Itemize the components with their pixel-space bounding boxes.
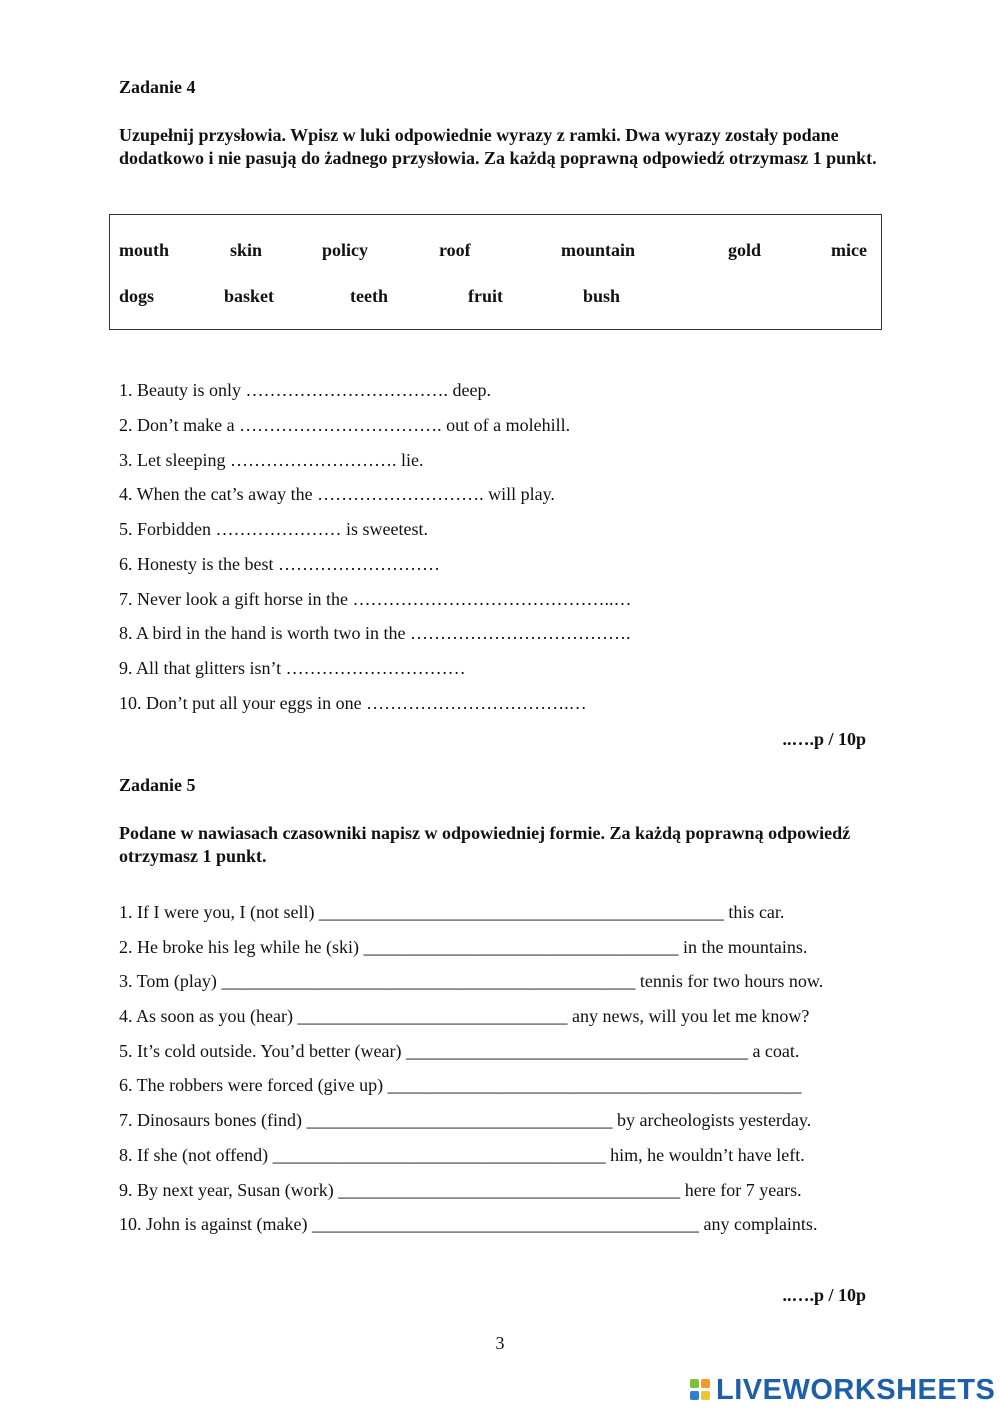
word-bank — [109, 214, 882, 330]
task5-score: ..….p / 10p — [782, 1285, 866, 1305]
task4-score: ..….p / 10p — [782, 729, 866, 749]
task5-item[interactable]: 1. If I were you, I (not sell) _____________________________________________ this car. — [119, 902, 785, 922]
word-mice: mice — [831, 240, 867, 260]
task5-item[interactable]: 10. John is against (make) ___________________________________________ any complaints. — [119, 1214, 818, 1234]
task5-item[interactable]: 8. If she (not offend) _____________________________________ him, he wouldn’t have left. — [119, 1145, 805, 1165]
word-teeth: teeth — [350, 286, 388, 306]
word-gold: gold — [728, 240, 762, 260]
task4-item[interactable]: 3. Let sleeping ………………………. lie. — [119, 450, 424, 470]
task4-instructions: Uzupełnij przysłowia. Wpisz w luki odpowiednie wyrazy z ramki. Dwa wyrazy zostały podane dodatkowo i nie pasują do żadnego przysłowia. Za każdą poprawną odpowiedź otrzymasz 1 punkt. — [119, 125, 877, 168]
task5-instructions: Podane w nawiasach czasowniki napisz w odpowiedniej formie. Za każdą poprawną odpowiedź otrzymasz 1 punkt. — [119, 823, 851, 866]
task5-item[interactable]: 4. As soon as you (hear) ______________________________ any news, will you let me know? — [119, 1006, 810, 1026]
word-mountain: mountain — [561, 240, 636, 260]
task4-item[interactable]: 5. Forbidden ………………… is sweetest. — [119, 519, 428, 539]
word-dogs: dogs — [119, 286, 155, 306]
word-bush: bush — [583, 286, 621, 306]
task5-item[interactable]: 5. It’s cold outside. You’d better (wear) ______________________________________ a coat. — [119, 1041, 800, 1061]
task4-item[interactable]: 9. All that glitters isn’t ………………………… — [119, 658, 466, 678]
task4-item[interactable]: 8. A bird in the hand is worth two in the ………………………………. — [119, 623, 631, 643]
page-number: 3 — [495, 1333, 505, 1353]
task5-heading: Zadanie 5 — [119, 775, 196, 795]
task4-item[interactable]: 1. Beauty is only ……………………………. deep. — [119, 380, 491, 400]
word-mouth: mouth — [119, 240, 170, 260]
liveworksheets-logo[interactable] — [690, 1374, 995, 1406]
task5-item[interactable]: 3. Tom (play) ______________________________________________ tennis for two hours now. — [119, 971, 824, 991]
word-skin: skin — [230, 240, 263, 260]
liveworksheets-mark-icon — [690, 1377, 712, 1403]
word-fruit: fruit — [468, 286, 503, 306]
word-policy: policy — [322, 240, 369, 260]
task4-item[interactable]: 7. Never look a gift horse in the ……………………………………..… — [119, 589, 632, 609]
task4-item[interactable]: 2. Don’t make a ……………………………. out of a molehill. — [119, 415, 571, 435]
task4-item[interactable]: 4. When the cat’s away the ………………………. will play. — [119, 484, 555, 504]
task5-item[interactable]: 7. Dinosaurs bones (find) __________________________________ by archeologists yesterday. — [119, 1110, 812, 1130]
task4-item[interactable]: 6. Honesty is the best ……………………… — [119, 554, 440, 574]
word-basket: basket — [224, 286, 275, 306]
task5-item[interactable]: 9. By next year, Susan (work) ______________________________________ here for 7 years. — [119, 1180, 802, 1200]
task5-item[interactable]: 2. He broke his leg while he (ski) ___________________________________ in the mountains. — [119, 937, 808, 957]
task5-item[interactable]: 6. The robbers were forced (give up) ______________________________________________ — [119, 1075, 802, 1095]
word-roof: roof — [439, 240, 471, 260]
task4-heading: Zadanie 4 — [119, 77, 196, 97]
task4-item[interactable]: 10. Don’t put all your eggs in one …………………………….… — [119, 693, 587, 713]
logo-text: LIVEWORKSHEETS — [716, 1373, 996, 1406]
